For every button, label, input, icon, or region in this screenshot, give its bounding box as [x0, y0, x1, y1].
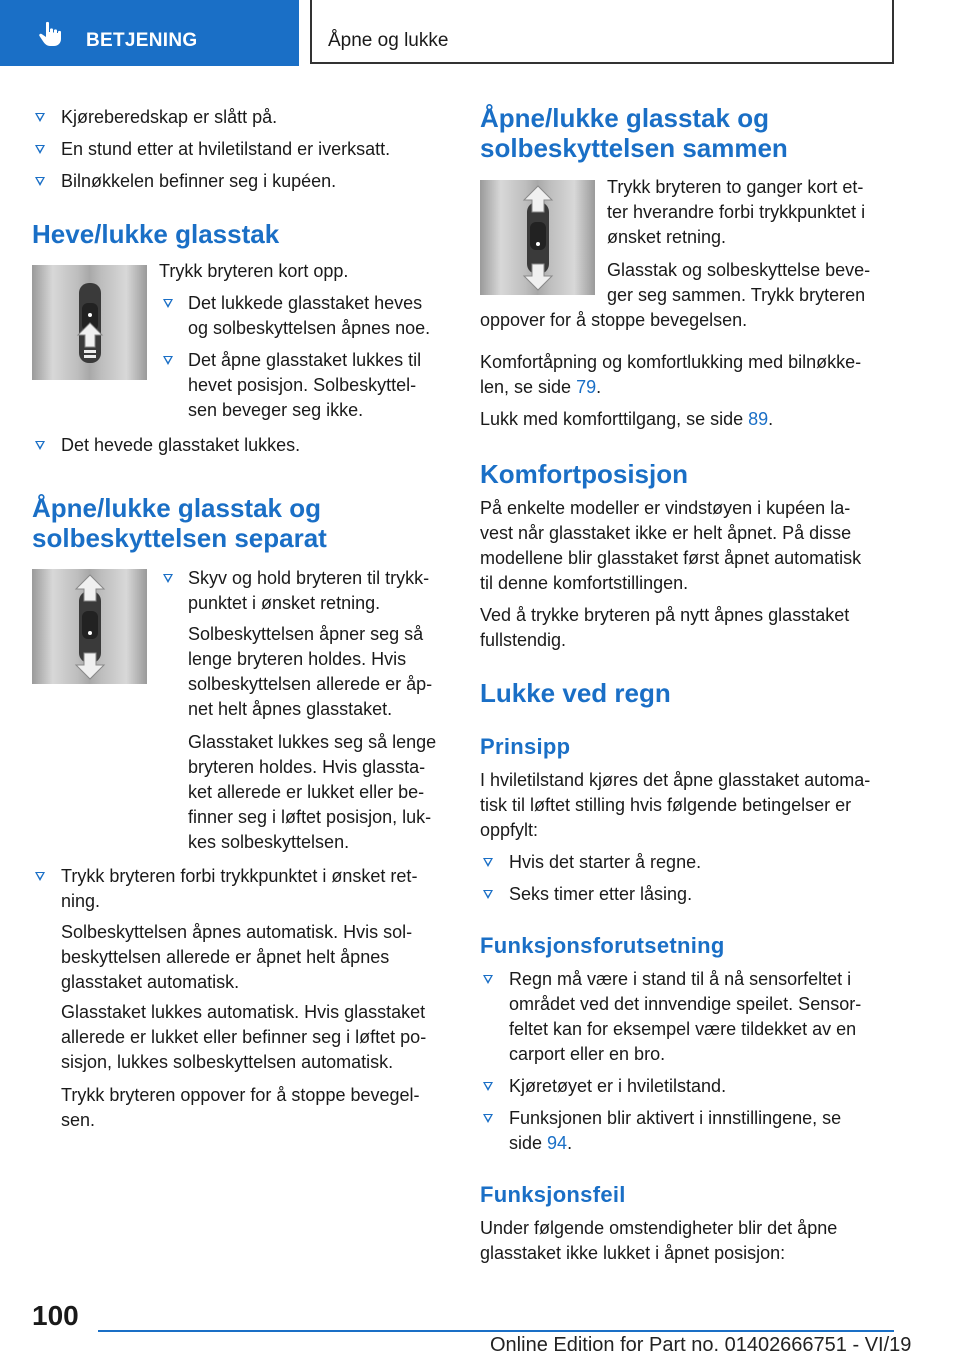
list-item: Det åpne glasstaket lukkes til — [188, 350, 422, 370]
switch-press-up-icon — [32, 265, 147, 380]
paragraph: Solbeskyttelsen åpner seg så — [188, 624, 424, 644]
paragraph: fullstendig. — [480, 630, 567, 650]
list-item-cont: punktet i ønsket retning. — [188, 593, 381, 613]
paragraph: Trykk bryteren oppover for å stoppe bevegel- — [61, 1085, 420, 1105]
bullet-triangle-icon — [163, 574, 173, 583]
switch-illustration-up — [32, 265, 147, 380]
list-item: Hvis det starter å regne. — [509, 852, 702, 872]
paragraph: Glasstaket lukkes seg så lenge — [188, 732, 437, 752]
bullet-triangle-icon — [483, 890, 493, 899]
subheading-prinsipp: Prinsipp — [480, 734, 571, 759]
paragraph-with-link — [480, 407, 773, 432]
section-label: BETJENING — [86, 30, 198, 51]
list-item-cont: feltet kan for eksempel være tildekket av en — [509, 1019, 857, 1039]
paragraph: sen. — [61, 1110, 96, 1130]
bullet-triangle-icon — [35, 145, 45, 154]
paragraph: ger seg sammen. Trykk bryteren — [607, 285, 866, 305]
subheading-forutsetning: Funksjonsforutsetning — [480, 933, 725, 958]
section-heading-regn: Lukke ved regn — [480, 678, 671, 708]
bullet-triangle-icon — [35, 177, 45, 186]
switch-double-press-icon — [480, 180, 595, 295]
hand-pointer-icon — [36, 20, 64, 48]
list-item-cont: ning. — [61, 891, 101, 911]
section-tab[interactable] — [0, 0, 299, 66]
paragraph: ket allerede er lukket eller be- — [188, 782, 425, 802]
list-item: Bilnøkkelen befinner seg i kupéen. — [61, 171, 337, 191]
text: side — [509, 1133, 548, 1153]
paragraph: beskyttelsen allerede er åpnet helt åpnes — [61, 947, 390, 967]
switch-updown-icon — [32, 569, 147, 684]
bullet-triangle-icon — [483, 975, 493, 984]
paragraph: oppover for å stoppe bevegelsen. — [480, 310, 748, 330]
list-item: En stund etter at hviletilstand er iverksatt. — [61, 139, 391, 159]
paragraph: På enkelte modeller er vindstøyen i kupéen la- — [480, 498, 851, 518]
paragraph: allerede er lukket eller befinner seg i løftet po- — [61, 1027, 427, 1047]
paragraph: Komfortåpning og komfortlukking med bilnøkke- — [480, 352, 862, 372]
list-item: Regn må være i stand til å nå sensorfeltet i — [509, 969, 852, 989]
list-item-cont: carport eller en bro. — [509, 1044, 666, 1064]
chapter-tab[interactable] — [310, 0, 894, 64]
switch-illustration-double — [480, 180, 595, 295]
list-item-cont: området ved det innvendige speilet. Sensor- — [509, 994, 862, 1014]
paragraph: glasstaket automatisk. — [61, 972, 240, 992]
section-heading-sammen-2: solbeskyttelsen sammen — [480, 133, 788, 163]
paragraph: kes solbeskyttelsen. — [188, 832, 350, 852]
bullet-triangle-icon — [163, 356, 173, 365]
section-heading-heve: Heve/lukke glasstak — [32, 219, 280, 249]
paragraph: Trykk bryteren to ganger kort et- — [607, 177, 864, 197]
paragraph: net helt åpnes glasstaket. — [188, 699, 393, 719]
paragraph: modellene blir glasstaket først åpnet automatisk — [480, 548, 862, 568]
text: Lukk med komforttilgang, se side — [480, 409, 749, 429]
paragraph: ønsket retning. — [607, 227, 727, 247]
list-item-cont: sen beveger seg ikke. — [188, 400, 364, 420]
switch-illustration-updown — [32, 569, 147, 684]
bullet-triangle-icon — [483, 1114, 493, 1123]
paragraph: Glasstaket lukkes automatisk. Hvis glasstaket — [61, 1002, 426, 1022]
paragraph: tisk til løftet stilling hvis følgende betingelser er — [480, 795, 852, 815]
text: . — [768, 409, 774, 429]
heve-intro: Trykk bryteren kort opp. — [159, 261, 349, 281]
text: . — [567, 1133, 573, 1153]
paragraph: glasstaket ikke lukket i åpnet posisjon: — [480, 1243, 786, 1263]
bullet-triangle-icon — [35, 113, 45, 122]
page-number: 100 — [32, 1300, 79, 1331]
list-item: Seks timer etter låsing. — [509, 884, 693, 904]
edition-text: Online Edition for Part no. 01402666751 - VI/19 — [490, 1334, 912, 1356]
list-item: Det hevede glasstaket lukkes. — [61, 435, 301, 455]
paragraph: til denne komfortstillingen. — [480, 573, 689, 593]
list-item-cont: hevet posisjon. Solbeskyttel- — [188, 375, 417, 395]
paragraph: sisjon, lukkes solbeskyttelsen automatisk. — [61, 1052, 394, 1072]
paragraph: lenge bryteren holdes. Hvis — [188, 649, 407, 669]
section-heading-separat-1: Åpne/lukke glasstak og — [32, 493, 321, 523]
paragraph: Ved å trykke bryteren på nytt åpnes glasstaket — [480, 605, 850, 625]
list-item: Kjøretøyet er i hviletilstand. — [509, 1076, 727, 1096]
paragraph: Glasstak og solbeskyttelse beve- — [607, 260, 871, 280]
text: len, se side — [480, 377, 577, 397]
paragraph: solbeskyttelsen allerede er åp- — [188, 674, 433, 694]
bullet-triangle-icon — [35, 872, 45, 881]
chapter-label: Åpne og lukke — [328, 30, 449, 51]
list-item: Trykk bryteren forbi trykkpunktet i ønsket ret- — [61, 866, 418, 886]
paragraph: bryteren holdes. Hvis glassta- — [188, 757, 426, 777]
bullet-triangle-icon — [163, 299, 173, 308]
list-item: Det lukkede glasstaket heves — [188, 293, 423, 313]
subheading-feil: Funksjonsfeil — [480, 1182, 626, 1207]
page-link-79[interactable]: 79 — [576, 377, 597, 397]
paragraph: Solbeskyttelsen åpnes automatisk. Hvis sol- — [61, 922, 413, 942]
page-link-94[interactable]: 94 — [547, 1133, 568, 1153]
section-heading-komfort: Komfortposisjon — [480, 459, 688, 489]
bullet-triangle-icon — [35, 441, 45, 450]
list-item-with-link — [509, 1131, 572, 1156]
paragraph: finner seg i løftet posisjon, luk- — [188, 807, 432, 827]
page-link-89[interactable]: 89 — [748, 409, 769, 429]
paragraph-with-link — [480, 375, 601, 400]
bullet-triangle-icon — [483, 858, 493, 867]
footer-divider — [98, 1330, 894, 1332]
paragraph: I hviletilstand kjøres det åpne glasstaket automa- — [480, 770, 871, 790]
list-item-cont: og solbeskyttelsen åpnes noe. — [188, 318, 431, 338]
paragraph: oppfylt: — [480, 820, 539, 840]
section-heading-sammen-1: Åpne/lukke glasstak og — [480, 103, 769, 133]
page-header — [0, 0, 960, 66]
list-item: Funksjonen blir aktivert i innstillingene, se — [509, 1108, 842, 1128]
list-item: Kjøreberedskap er slått på. — [61, 107, 278, 127]
paragraph: Under følgende omstendigheter blir det åpne — [480, 1218, 838, 1238]
paragraph: ter hverandre forbi trykkpunktet i — [607, 202, 866, 222]
list-item: Skyv og hold bryteren til trykk- — [188, 568, 430, 588]
text: . — [596, 377, 602, 397]
paragraph: vest når glasstaket ikke er helt åpnet. På disse — [480, 523, 852, 543]
bullet-triangle-icon — [483, 1082, 493, 1091]
section-heading-separat-2: solbeskyttelsen separat — [32, 523, 327, 553]
